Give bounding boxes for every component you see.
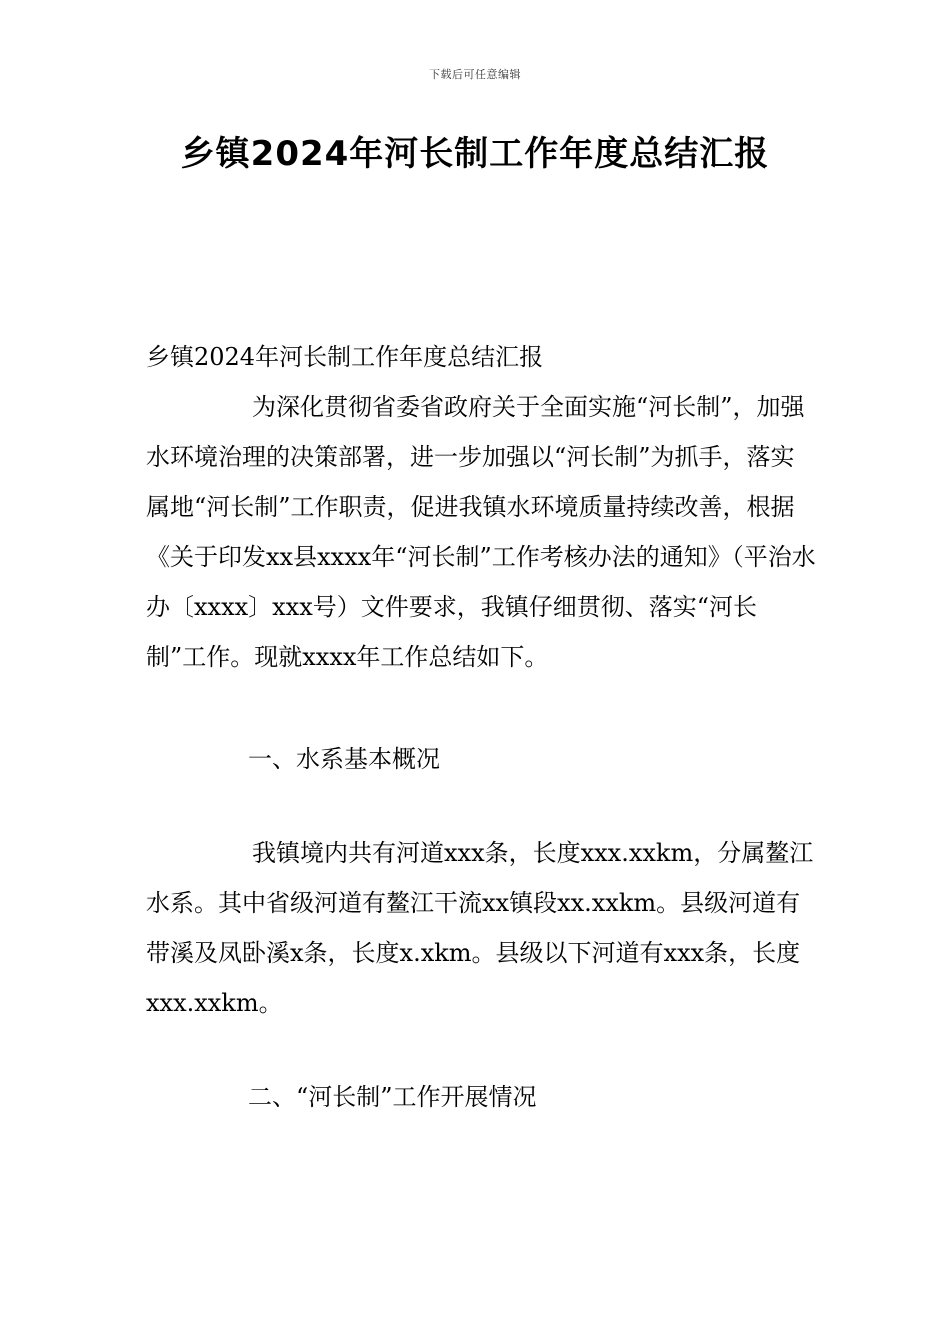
section-heading-2: 二、“河长制”工作开展情况 [248,1083,537,1111]
intro-paragraph: 为深化贯彻省委省政府关于全面实施“河长制”，加强水环境治理的决策部署，进一步加强以“河长制”为抓手，落实属地“河长制”工作职责，促进我镇水环境质量持续改善，根据《关于印发xx县xxxx年“河长制”工作考核办法的通知》（平治水办〔xxxx〕xxx号）文件要求，我镇仔细贯彻、落实“河长制”工作。现就xxxx年工作总结如下。 [146,393,816,671]
page-title: 乡镇2024年河长制工作年度总结汇报 [180,134,770,174]
document-body [146,332,816,1122]
section-paragraph-1: 我镇境内共有河道xxx条，长度xxx.xxkm，分属鳌江水系。其中省级河道有鳌江干流xx镇段xx.xxkm。县级河道有带溪及凤卧溪x条，长度x.xkm。县级以下河道有xxx条，长度xxx.xxkm。 [146,839,814,1017]
section-heading-1: 一、水系基本概况 [248,745,440,773]
document-subtitle: 乡镇2024年河长制工作年度总结汇报 [146,343,544,371]
header-note: 下载后可任意编辑 [429,68,521,81]
